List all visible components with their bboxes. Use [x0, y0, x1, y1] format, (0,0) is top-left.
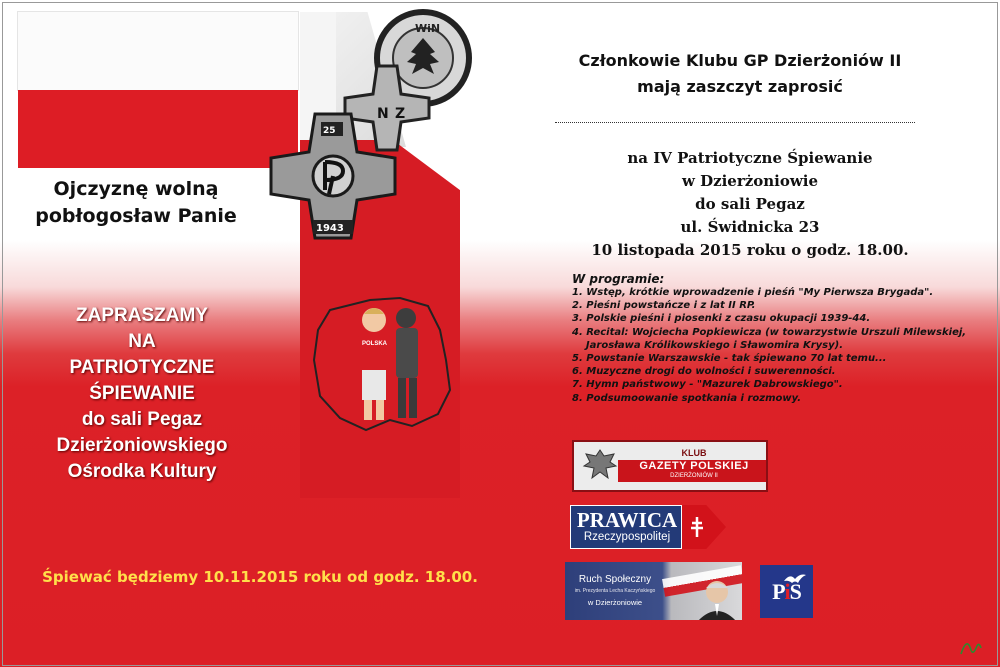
event-line: w Dzierżoniowie — [681, 172, 819, 190]
flag-white-stripe — [18, 12, 298, 90]
signature-icon — [958, 636, 984, 658]
klub-label: KLUB — [681, 448, 707, 458]
prawica-label: PRAWICA — [576, 508, 678, 532]
invite-line: Ośrodka Kultury — [67, 461, 217, 482]
program-item: 1. Wstęp, krótkie wprowadzenie i pieśń "My Pierwsza Brygada". — [572, 287, 934, 298]
gazety-polskiej-label: GAZETY POLSKIEJ — [639, 460, 749, 472]
invite-line: do sali Pegaz — [81, 409, 203, 430]
invite-line: Dzierżoniowskiego — [56, 435, 228, 456]
club-header — [540, 48, 940, 100]
motto-line: pobłogosław Panie — [35, 205, 237, 227]
patriotic-badges-illustration — [265, 6, 505, 256]
invite-line: NA — [128, 331, 156, 352]
program-item: 6. Muzyczne drogi do wolności i suwerenności. — [572, 366, 836, 378]
invite-line: ŚPIEWANIE — [89, 383, 195, 404]
eagle-icon — [580, 446, 620, 486]
prawica-rzeczypospolitej-logo — [570, 505, 726, 549]
badge-bottom-text: 1943 — [316, 223, 344, 234]
flag-red-stripe — [18, 90, 298, 168]
event-line: ul. Świdnicka 23 — [680, 218, 820, 236]
boy-figure — [358, 308, 390, 420]
svg-text:N: N — [377, 106, 389, 122]
badge-top-text: 25 — [323, 126, 336, 136]
prawica-red-arrow — [682, 505, 726, 549]
program-item: 2. Pieśni powstańcze i z lat II RP. — [572, 300, 756, 312]
shirt-text: POLSKA — [362, 341, 388, 347]
program-title: W programie: — [572, 272, 665, 286]
klub-gazety-polskiej-logo — [572, 440, 768, 492]
pis-letter: i — [784, 579, 790, 604]
program-item: 4. Recital: Wojciecha Popkiewicza (w towarzystwie Urszuli Milewskiej, — [572, 326, 967, 338]
win-badge-text: WiN — [415, 22, 441, 35]
svg-text:Z: Z — [395, 106, 406, 122]
invite-line: PATRIOTYCZNE — [69, 357, 215, 378]
ruch-label: Ruch Społeczny — [578, 574, 652, 585]
rzeczypospolitej-label: Rzeczypospolitej — [583, 531, 671, 543]
prawica-blue-box — [570, 505, 682, 549]
invite-line: ZAPRASZAMY — [76, 305, 208, 326]
program-item: 7. Hymn państwowy - "Mazurek Dabrowskiego". — [572, 379, 843, 391]
event-line: do sali Pegaz — [695, 195, 805, 213]
program-item: 8. Podsumoowanie spotkania i rozmowy. — [572, 392, 802, 404]
invitation-headline — [20, 303, 264, 485]
ruch-subtitle: im. Prezydenta Lecha Kaczyńskiego — [574, 588, 656, 594]
ruch-spoleczny-logo — [565, 562, 742, 620]
header-line: mają zaszczyt zaprosić — [637, 77, 843, 96]
singing-date-text: Śpiewać będziemy 10.11.2015 roku od godz. 18.00. — [42, 568, 478, 586]
children-photo-illustration — [352, 300, 427, 425]
event-details — [540, 147, 960, 262]
program-list — [572, 272, 972, 405]
portrait-illustration — [693, 576, 741, 620]
pis-label — [760, 579, 813, 605]
event-line: 10 listopada 2015 roku o godz. 18.00. — [591, 241, 909, 259]
event-line: na IV Patriotyczne Śpiewanie — [627, 149, 873, 167]
pis-letter: P — [772, 579, 785, 604]
pis-letter: S — [789, 579, 801, 604]
motto-text — [26, 176, 246, 230]
little-insurgent-statue — [396, 308, 418, 418]
header-line: Członkowie Klubu GP Dzierżoniów II — [578, 51, 902, 70]
dzierzoniow-label: DZIERŻONIÓW II — [670, 473, 718, 479]
program-item: 5. Powstanie Warszawskie - tak śpiewano 70 lat temu... — [572, 353, 887, 365]
motto-line: Ojczyznę wolną — [53, 178, 219, 200]
double-cross-icon — [690, 517, 704, 537]
dotted-divider — [555, 122, 915, 123]
program-item: Jarosława Królikowskiego i Sławomira Krysy). — [572, 339, 844, 351]
ruch-location: w Dzierżoniowie — [587, 598, 643, 607]
program-item: 3. Polskie pieśni i piosenki z czasu okupacji 1939-44. — [572, 313, 871, 325]
pis-logo — [760, 565, 813, 618]
